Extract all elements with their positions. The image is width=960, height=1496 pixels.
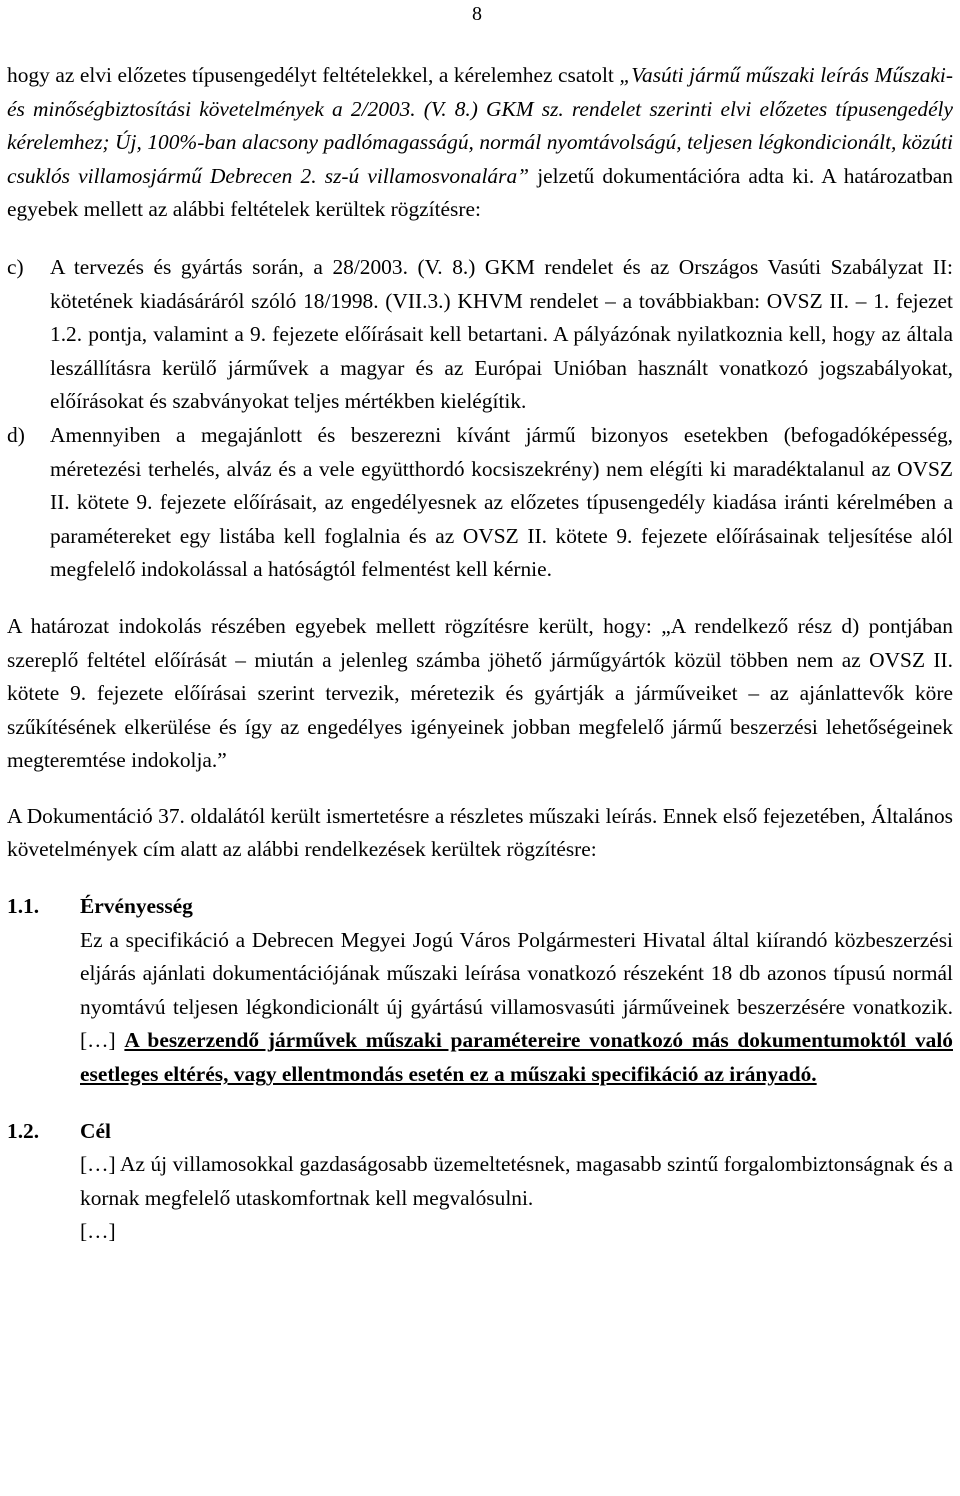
justification-paragraph: A határozat indokolás részében egyebek mellett rögzítésre került, hogy: „A rendelkező rész d) pontjában szereplő feltétel előírását – miután a jelenleg számba jöhető járműgyártók közül többen nem az OVSZ II. kötete 9. fejezete előírásai szerint tervezik, méretezik és gyártják a járműveiket – az ajánlattevők köre szűkítésének elkerülése és így az engedélyes igényeinek jobban megfelelő jármű beszerzési lehetőségeinek megteremtése indokolja.”	[7, 613, 953, 773]
intro-text-end: jelzetű dokumentációra adta ki. A határozatban egyebek mellett az alábbi feltételek kerültek rögzítésre:	[7, 163, 953, 222]
intro-text-start: hogy az elvi előzetes típusengedélyt feltételekkel, a kérelemhez csatolt	[7, 63, 620, 87]
intro-paragraph	[7, 59, 953, 227]
section-body: […] Az új villamosokkal gazdaságosabb üzemeltetésnek, magasabb szintű forgalombiztonságnak és a kornak megfelelő utaskomfortnak kell megvalósulni.	[80, 1152, 953, 1210]
section-text: Ez a specifikáció a Debrecen Megyei Jogú Város Polgármesteri Hivatal által kiírandó közbeszerzési eljárás ajánlati dokumentációjának műszaki leírása vonatkozó részeként 18 db azonos típusú normál nyomtávú teljesen légkondicionált új gyártású villamosvasúti járműveinek beszerzésére vonatkozik. […]	[80, 927, 953, 1053]
section-number: 1.2.	[7, 1118, 40, 1143]
condition-label: d)	[7, 422, 25, 447]
section-title: Cél	[80, 1118, 111, 1143]
condition-c	[7, 251, 953, 419]
section-1-2	[7, 1115, 953, 1249]
condition-text: A tervezés és gyártás során, a 28/2003. (V. 8.) GKM rendelet és az Országos Vasúti Szabályzat II: kötetének kiadásáráról szóló 18/1998. (VII.3.) KHVM rendelet – a továbbiakban: OVSZ II. – 1. fejezet 1.2. pontja, valamint a 9. fejezete előírásait kell betartani. A pályázónak nyilatkoznia kell, hogy az általa leszállításra kerülő járművek a magyar és az Európai Unióban használt vonatkozó jogszabályokat, előírásokat és szabványokat teljes mértékben kielégítik.	[50, 254, 953, 414]
section-1-1	[7, 890, 953, 1092]
section-body	[80, 924, 953, 1092]
document-body	[7, 59, 953, 1249]
section-continuation: […]	[80, 1219, 116, 1244]
section-emphasis: A beszerzendő járművek műszaki paramétereire vonatkozó más dokumentumoktól való esetleges eltérés, vagy ellentmondás esetén ez a műszaki specifikáció az irányadó.	[80, 1028, 953, 1087]
document-title-italic: „Vasúti jármű műszaki leírás Műszaki- és minőségbiztosítási követelmények a 2/2003. (V. 8.) GKM sz. rendelet szerinti elvi előzetes típusengedély kérelemhez; Új, 100%-ban alacsony padlómagasságú, normál nyomtávolságú, teljesen légkondicionált, közúti csuklós villamosjármű Debrecen 2. sz-ú villamosvonalára”	[7, 63, 953, 188]
page-number: 8	[472, 3, 482, 25]
condition-label: c)	[7, 254, 24, 279]
section-number: 1.1.	[7, 894, 40, 919]
documentation-paragraph: A Dokumentáció 37. oldalától került ismertetésre a részletes műszaki leírás. Ennek első fejezetében, Általános követelmények cím alatt az alábbi rendelkezések kerültek rögzítésre:	[7, 803, 953, 862]
condition-text: Amennyiben a megajánlott és beszerezni kívánt jármű bizonyos esetekben (befogadóképesség, méretezési terhelés, alváz és a vele együtthordó kocsiszekrény) nem elégíti ki maradéktalanul az OVSZ II. kötete 9. fejezete előírásait, az engedélyesnek az előzetes típusengedély kiadása iránti kérelmében a paramétereket egy listába kell foglalnia és az OVSZ II. kötete 9. fejezete előírásainak teljesítése alól megfelelő indokolással a hatóságtól felmentést kell kérnie.	[50, 422, 953, 582]
section-title: Érvényesség	[80, 894, 193, 919]
condition-d	[7, 419, 953, 587]
